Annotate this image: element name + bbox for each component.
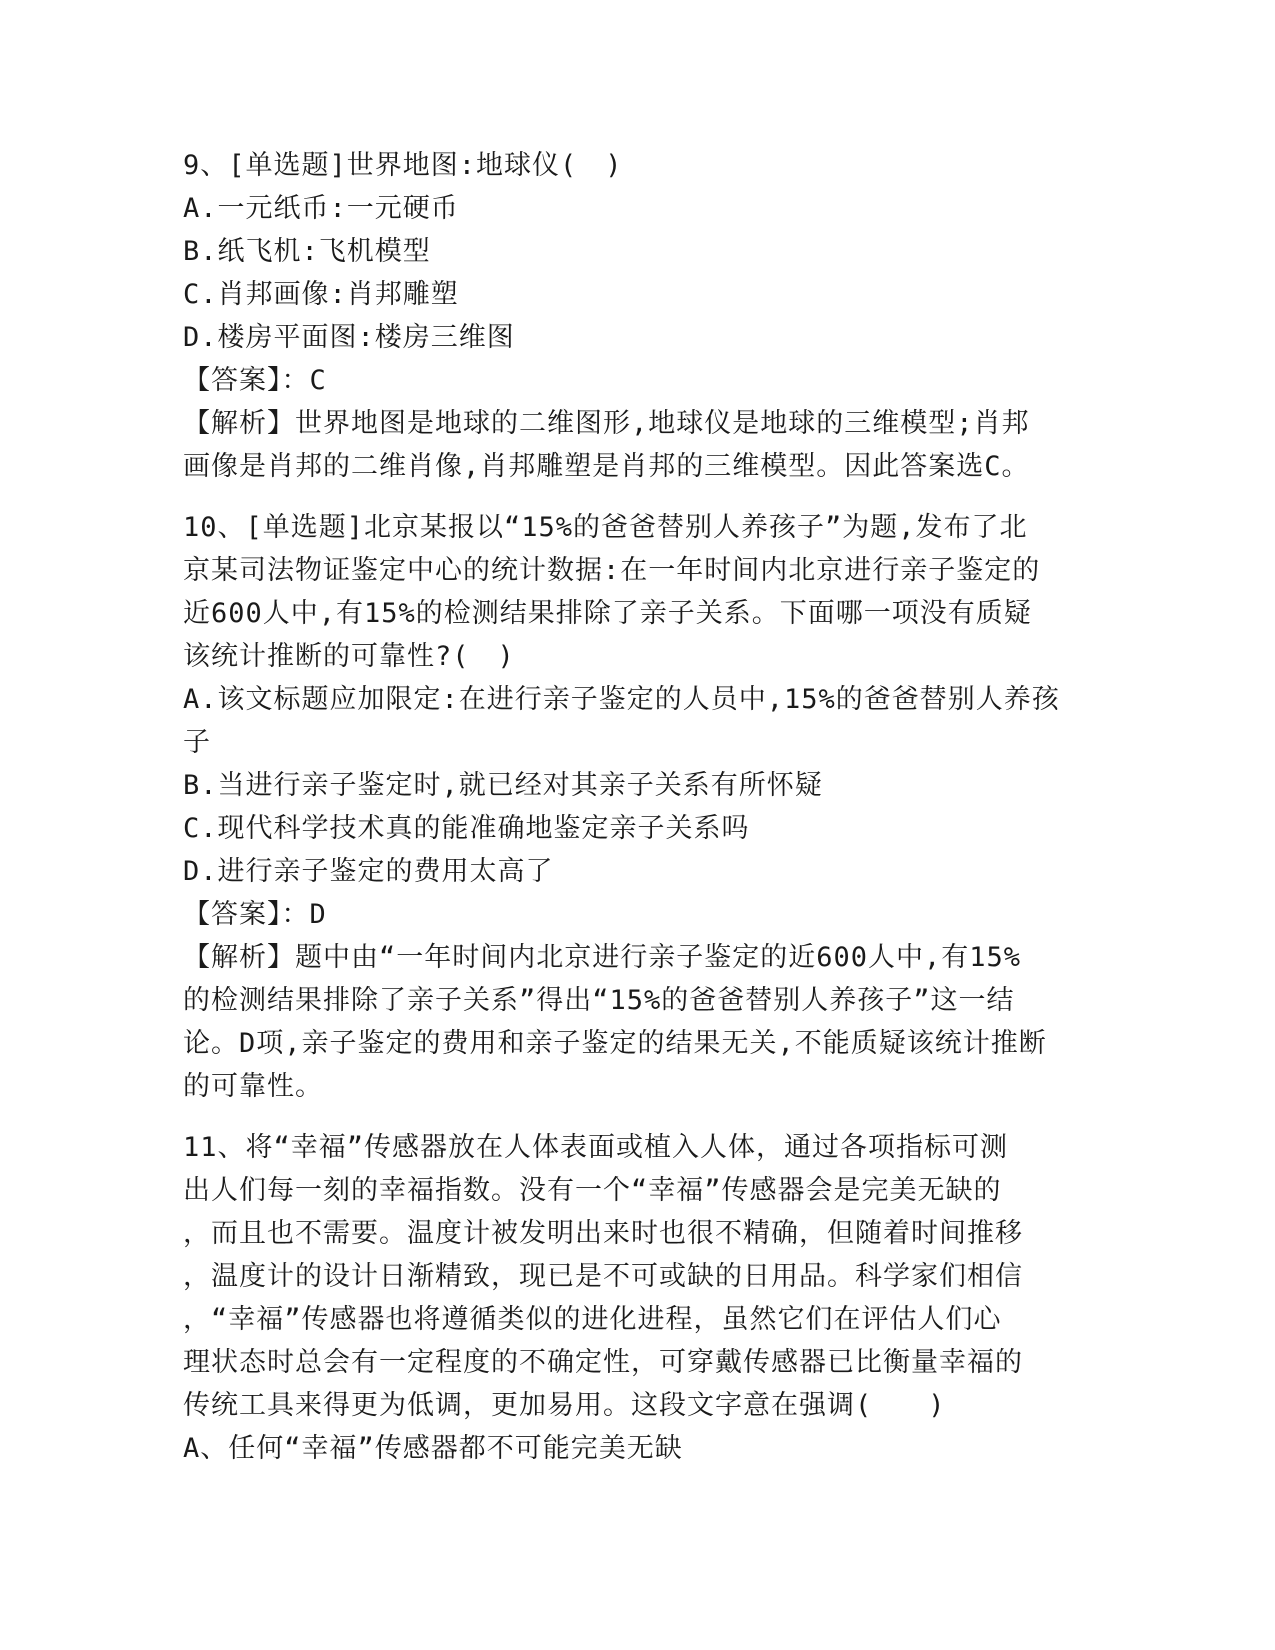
question-9-option-d: D.楼房平面图:楼房三维图: [183, 322, 515, 353]
question-11-stem-line-5: ，“幸福”传感器也将遵循类似的进化进程，虽然它们在评估人们心: [183, 1304, 1002, 1335]
question-10-stem-line-4: 该统计推断的可靠性?( ): [183, 641, 515, 672]
question-10-analysis-line-2: 的检测结果排除了亲子关系”得出“15%的爸爸替别人养孩子”这一结: [183, 985, 1015, 1016]
question-10-option-b: B.当进行亲子鉴定时,就已经对其亲子关系有所怀疑: [183, 770, 823, 801]
question-9-option-b: B.纸飞机:飞机模型: [183, 236, 431, 267]
question-9-option-a: A.一元纸币:一元硬币: [183, 193, 459, 224]
question-11-stem-line-3: ，而且也不需要。温度计被发明出来时也很不精确，但随着时间推移: [183, 1218, 1023, 1249]
question-9-answer: 【答案】：C: [183, 365, 327, 396]
document-page: [183, 144, 1063, 1470]
paragraph-gap: [183, 1108, 1063, 1126]
question-11-stem-line-4: ，温度计的设计日渐精致，现已是不可或缺的日用品。科学家们相信: [183, 1261, 1023, 1292]
question-10-stem-line-1: 10、[单选题]北京某报以“15%的爸爸替别人养孩子”为题,发布了北: [183, 512, 1028, 543]
question-10-option-c: C.现代科学技术真的能准确地鉴定亲子关系吗: [183, 813, 750, 844]
question-9: [183, 144, 1063, 488]
question-10-option-a-line-1: A.该文标题应加限定:在进行亲子鉴定的人员中,15%的爸爸替别人养孩: [183, 684, 1060, 715]
question-11-stem-line-7: 传统工具来得更为低调，更加易用。这段文字意在强调( ): [183, 1390, 946, 1421]
question-11-stem-line-1: 11、将“幸福”传感器放在人体表面或植入人体，通过各项指标可测: [183, 1132, 1009, 1163]
question-10-stem-line-3: 近600人中,有15%的检测结果排除了亲子关系。下面哪一项没有质疑: [183, 598, 1032, 629]
question-9-analysis-line-2: 画像是肖邦的二维肖像,肖邦雕塑是肖邦的三维模型。因此答案选C。: [183, 451, 1030, 482]
question-10-stem-line-2: 京某司法物证鉴定中心的统计数据:在一年时间内北京进行亲子鉴定的: [183, 555, 1041, 586]
question-10: [183, 506, 1063, 1108]
question-9-stem: 9、[单选题]世界地图:地球仪( ): [183, 150, 623, 181]
question-10-answer: 【答案】：D: [183, 899, 327, 930]
question-10-analysis-line-4: 的可靠性。: [183, 1071, 323, 1102]
question-11-stem-line-2: 出人们每一刻的幸福指数。没有一个“幸福”传感器会是完美无缺的: [183, 1175, 1002, 1206]
question-9-analysis-line-1: 【解析】世界地图是地球的二维图形,地球仪是地球的三维模型;肖邦: [183, 408, 1030, 439]
question-11-stem-line-6: 理状态时总会有一定程度的不确定性，可穿戴传感器已比衡量幸福的: [183, 1347, 1023, 1378]
question-9-option-c: C.肖邦画像:肖邦雕塑: [183, 279, 459, 310]
question-10-option-a-line-2: 子: [183, 727, 211, 758]
question-10-option-d: D.进行亲子鉴定的费用太高了: [183, 856, 554, 887]
question-10-analysis-line-3: 论。D项,亲子鉴定的费用和亲子鉴定的结果无关,不能质疑该统计推断: [183, 1028, 1047, 1059]
question-11: [183, 1126, 1063, 1470]
paragraph-gap: [183, 488, 1063, 506]
question-10-analysis-line-1: 【解析】题中由“一年时间内北京进行亲子鉴定的近600人中,有15%: [183, 942, 1022, 973]
question-11-option-a: A、任何“幸福”传感器都不可能完美无缺: [183, 1433, 683, 1464]
